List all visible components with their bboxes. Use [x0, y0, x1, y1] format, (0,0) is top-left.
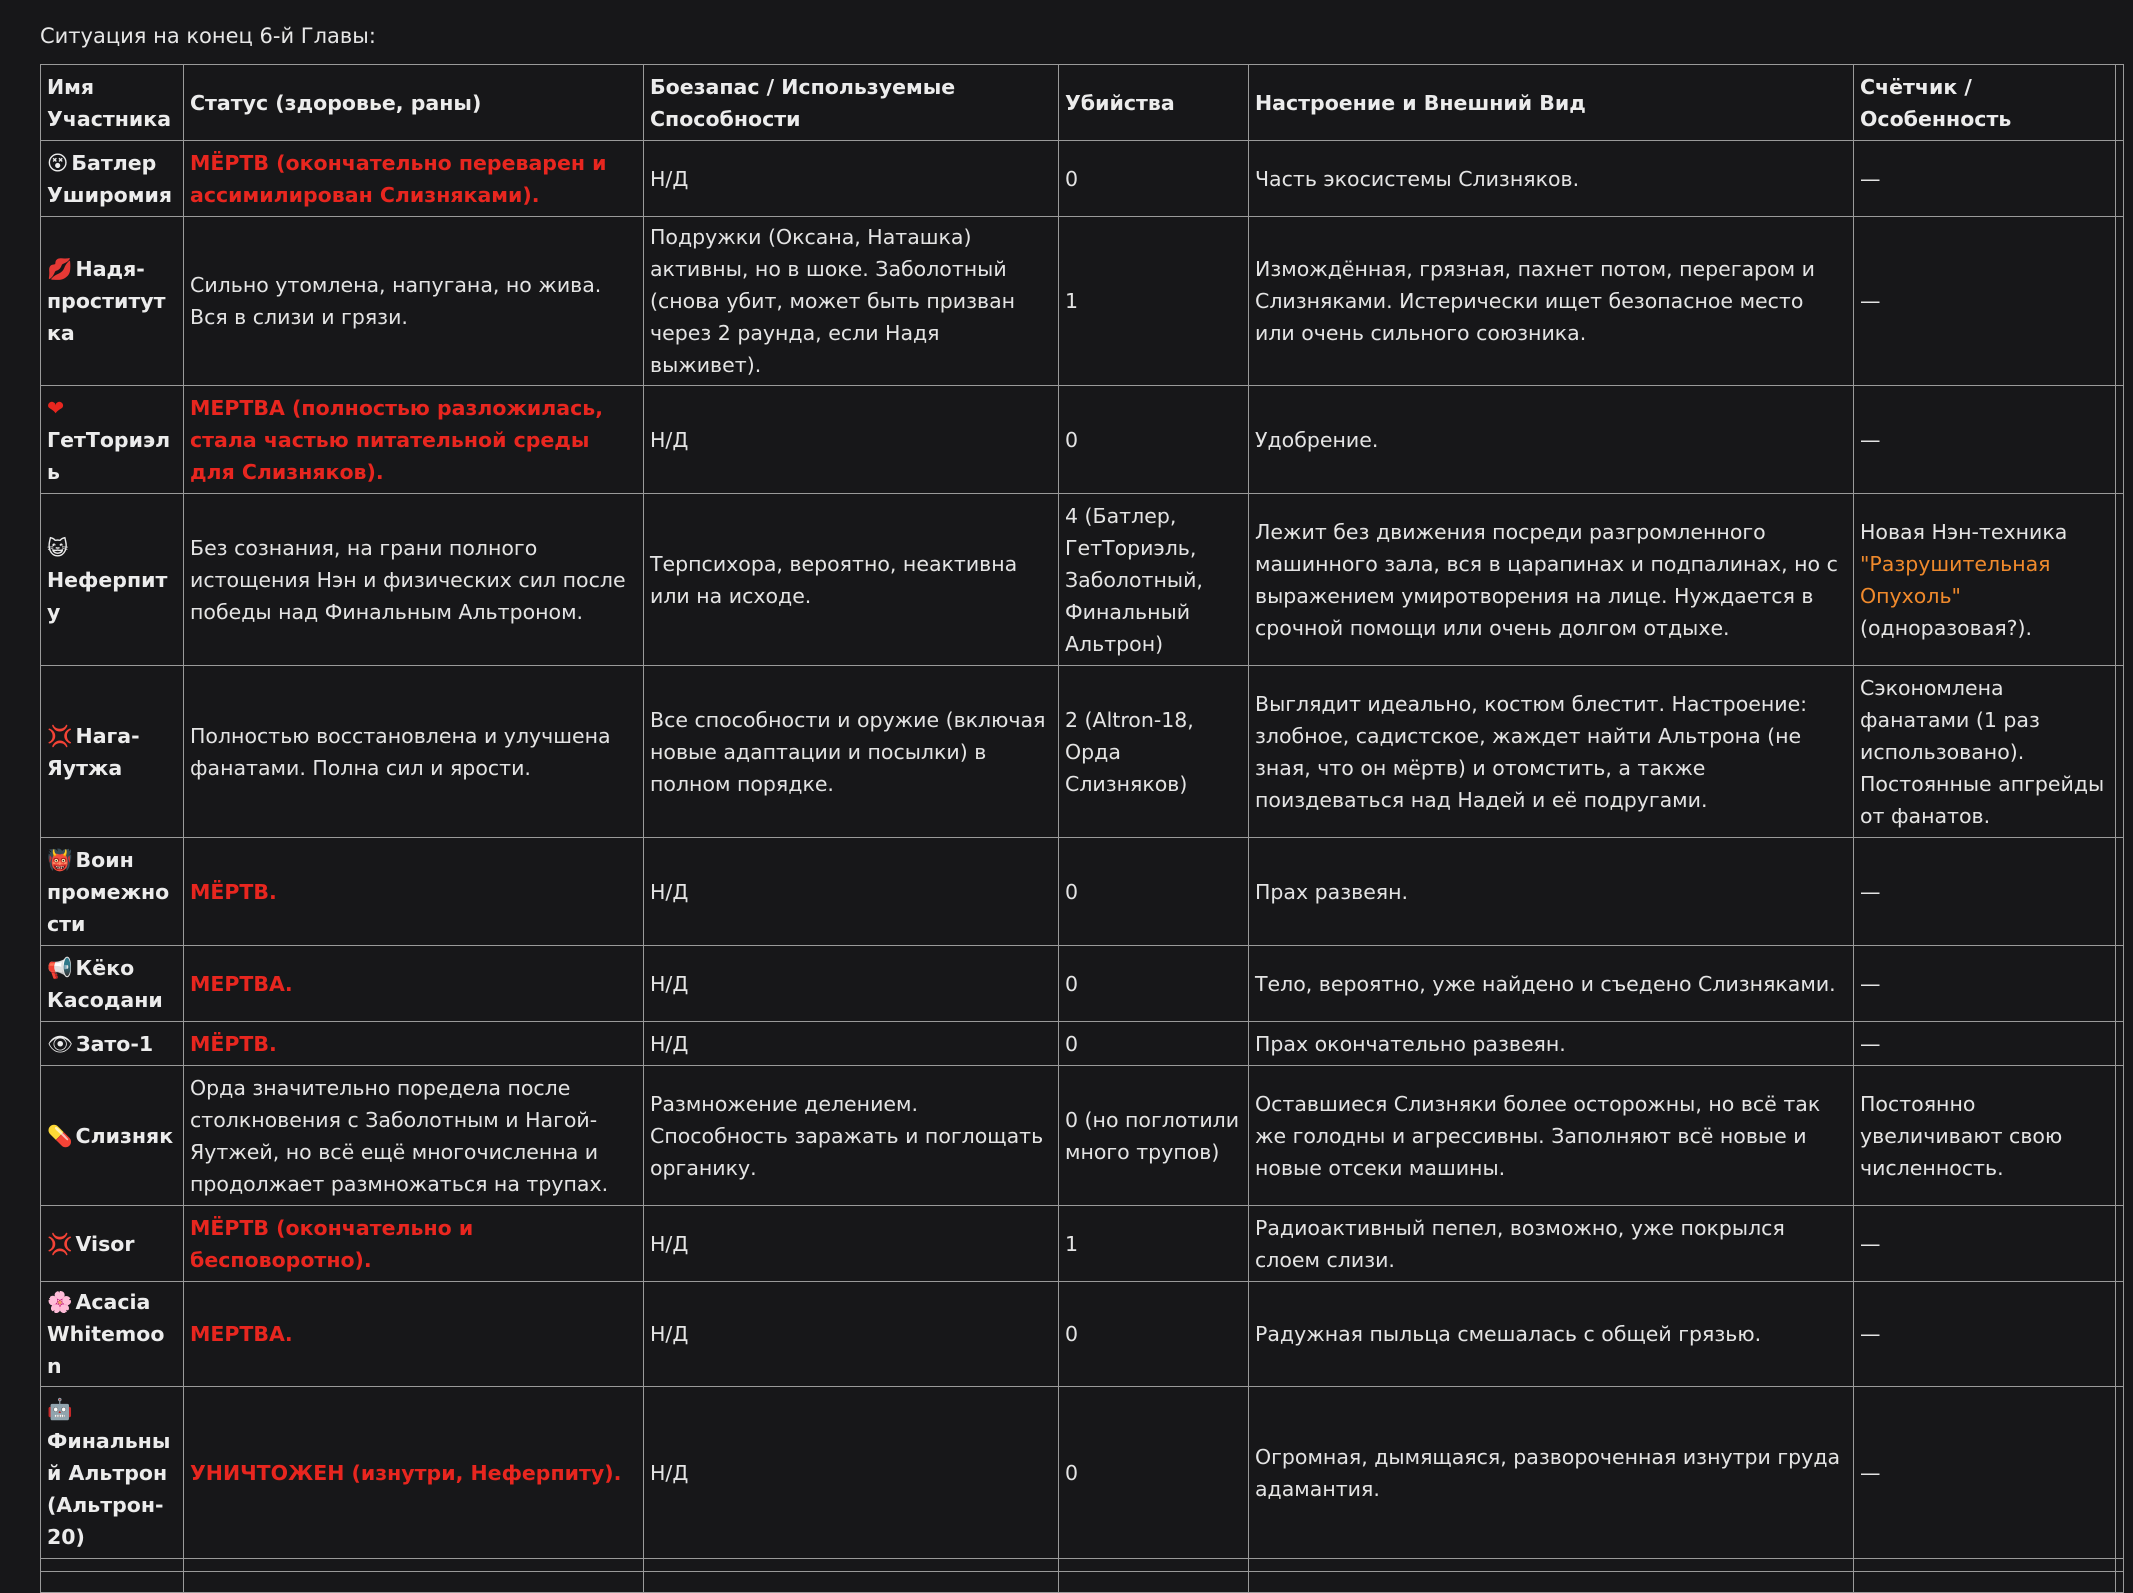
mood-cell: Измождённая, грязная, пахнет потом, перегаром и Слизняками. Истерически ищет безопасное место или очень сильного союзника.: [1249, 217, 1854, 386]
ammo-cell: Н/Д: [644, 141, 1059, 217]
status-text: МЁРТВ (окончательно и бесповоротно).: [190, 1215, 474, 1272]
status-text: МЕРТВА (полностью разложилась, стала частью питательной среды для Слизняков).: [190, 395, 604, 484]
empty-row: [41, 1559, 2124, 1572]
kills-cell: 0: [1059, 838, 1249, 946]
kills-cell: 4 (Батлер, ГетТориэль, Заболотный, Финальный Альтрон): [1059, 494, 1249, 666]
counter-cell: [1854, 494, 2116, 666]
table-row: [41, 666, 2124, 838]
mood-cell: Радиоактивный пепел, возможно, уже покрылся слоем слизи.: [1249, 1206, 1854, 1282]
robot-icon: 🤖: [47, 1396, 73, 1421]
kills-cell: 1: [1059, 217, 1249, 386]
status-text: МЕРТВА.: [190, 1322, 293, 1346]
spacer-cell: [2116, 946, 2124, 1022]
loudspeaker-icon: 📢: [47, 955, 73, 980]
participant-name-cell: [41, 1387, 184, 1559]
participant-name-cell: [41, 494, 184, 666]
participant-name-cell: [41, 1282, 184, 1387]
participant-name: Слизняк: [75, 1123, 174, 1148]
ammo-cell: Н/Д: [644, 946, 1059, 1022]
nen-technique-name: "Разрушительная Опухоль": [1860, 551, 2051, 608]
heart-icon: ❤: [47, 395, 65, 420]
counter-cell: —: [1854, 946, 2116, 1022]
header-kills: Убийства: [1059, 65, 1249, 141]
mood-cell: Оставшиеся Слизняки более осторожны, но всё так же голодны и агрессивны. Заполняют всё новые и новые отсеки машины.: [1249, 1066, 1854, 1206]
participant-name-cell: [41, 838, 184, 946]
table-row: [41, 1387, 2124, 1559]
kills-cell: 0: [1059, 946, 1249, 1022]
mood-cell: Выглядит идеально, костюм блестит. Настроение: злобное, садистское, жаждет найти Альтрона (не зная, что он мёртв) и отомстить, а также поиздеваться над Надей и её подругами.: [1249, 666, 1854, 838]
participant-name: Visor: [75, 1231, 135, 1256]
status-cell: [184, 1022, 644, 1066]
mood-cell: Тело, вероятно, уже найдено и съедено Слизняками.: [1249, 946, 1854, 1022]
kills-cell: 0: [1059, 1022, 1249, 1066]
mood-cell: Удобрение.: [1249, 386, 1854, 494]
page-caption: Ситуация на конец 6-й Главы:: [40, 24, 376, 48]
counter-cell: Сэкономлена фанатами (1 раз использовано). Постоянные апгрейды от фанатов.: [1854, 666, 2116, 838]
counter-suffix: (одноразовая?).: [1860, 615, 2033, 640]
spacer-cell: [2116, 1206, 2124, 1282]
status-text: МЁРТВ (окончательно переварен и ассимилирован Слизняками).: [190, 150, 607, 207]
mood-cell: Лежит без движения посреди разгромленного машинного зала, вся в царапинах и подпалинах, но с выражением умиротворения на лице. Нуждается в срочной помощи или очень долгом отдыхе.: [1249, 494, 1854, 666]
ammo-cell: Н/Д: [644, 1022, 1059, 1066]
header-status: Статус (здоровье, раны): [184, 65, 644, 141]
mood-cell: Прах развеян.: [1249, 838, 1854, 946]
spacer-cell: [2116, 217, 2124, 386]
participant-name-cell: [41, 1022, 184, 1066]
header-spacer: [2116, 65, 2124, 141]
ammo-cell: Н/Д: [644, 1206, 1059, 1282]
spacer-cell: [2116, 1282, 2124, 1387]
counter-cell: —: [1854, 386, 2116, 494]
counter-cell: —: [1854, 1282, 2116, 1387]
table-row: [41, 838, 2124, 946]
ammo-cell: Подружки (Оксана, Наташка) активны, но в шоке. Заболотный (снова убит, может быть призван через 2 раунда, если Надя выживет).: [644, 217, 1059, 386]
kills-cell: 0 (но поглотили много трупов): [1059, 1066, 1249, 1206]
table-row: [41, 1206, 2124, 1282]
spacer-cell: [2116, 1387, 2124, 1559]
status-cell: [184, 1387, 644, 1559]
ogre-icon: 👹: [47, 847, 73, 872]
participants-table: [40, 64, 2124, 1593]
header-ammo: Боезапас / Используемые Способности: [644, 65, 1059, 141]
counter-cell: —: [1854, 217, 2116, 386]
status-cell: Орда значительно поредела после столкновения с Заболотным и Нагой-Яутжей, но всё ещё многочисленна и продолжает размножаться на трупах.: [184, 1066, 644, 1206]
status-cell: [184, 1282, 644, 1387]
participant-name-cell: [41, 1066, 184, 1206]
lips-icon: 💋: [47, 257, 73, 281]
ammo-cell: Все способности и оружие (включая новые адаптации и посылки) в полном порядке.: [644, 666, 1059, 838]
ammo-cell: Терпсихора, вероятно, неактивна или на исходе.: [644, 494, 1059, 666]
spacer-cell: [2116, 666, 2124, 838]
participant-name: Зато-1: [76, 1031, 154, 1056]
page: [40, 16, 2133, 1593]
spacer-cell: [2116, 1022, 2124, 1066]
ammo-cell: Размножение делением. Способность заражать и поглощать органику.: [644, 1066, 1059, 1206]
table-row: [41, 217, 2124, 386]
status-text: МЁРТВ.: [190, 1031, 277, 1056]
kills-cell: 0: [1059, 1282, 1249, 1387]
participant-name: Acacia Whitemoon: [47, 1290, 165, 1378]
anger-symbol-icon: 💢: [47, 1231, 73, 1256]
participant-name: ГетТориэль: [47, 427, 171, 484]
table-row: [41, 1066, 2124, 1206]
empty-row: [41, 1572, 2124, 1593]
participant-name-cell: [41, 946, 184, 1022]
kills-cell: 0: [1059, 1387, 1249, 1559]
mood-cell: Прах окончательно развеян.: [1249, 1022, 1854, 1066]
participant-name: Надя-проститутка: [47, 257, 166, 345]
status-cell: [184, 386, 644, 494]
ammo-cell: Н/Д: [644, 1282, 1059, 1387]
table-row: [41, 1022, 2124, 1066]
mood-cell: Огромная, дымящаяся, развороченная изнутри груда адамантия.: [1249, 1387, 1854, 1559]
table-header-row: [41, 65, 2124, 141]
spacer-cell: [2116, 141, 2124, 217]
status-cell: [184, 838, 644, 946]
cherry-blossom-icon: 🌸: [47, 1290, 73, 1314]
counter-cell: —: [1854, 838, 2116, 946]
participant-name: Финальный Альтрон (Альтрон-20): [47, 1428, 171, 1549]
kills-cell: 0: [1059, 386, 1249, 494]
pill-icon: 💊: [47, 1123, 73, 1148]
status-text: УНИЧТОЖЕН (изнутри, Неферпиту).: [190, 1460, 622, 1485]
participant-name: Нага-Яутжа: [47, 723, 140, 780]
header-counter: Счётчик / Особенность: [1854, 65, 2116, 141]
participant-name-cell: [41, 666, 184, 838]
table-row: [41, 386, 2124, 494]
kills-cell: 0: [1059, 141, 1249, 217]
cat-face-icon: 😺: [47, 535, 69, 560]
counter-cell: —: [1854, 1022, 2116, 1066]
participant-name-cell: [41, 217, 184, 386]
spacer-cell: [2116, 386, 2124, 494]
status-cell: Полностью восстановлена и улучшена фанатами. Полна сил и ярости.: [184, 666, 644, 838]
participant-name-cell: [41, 386, 184, 494]
status-cell: [184, 946, 644, 1022]
header-mood: Настроение и Внешний Вид: [1249, 65, 1854, 141]
kills-cell: 2 (Altron-18, Орда Слизняков): [1059, 666, 1249, 838]
status-cell: Сильно утомлена, напугана, но жива. Вся в слизи и грязи.: [184, 217, 644, 386]
status-cell: [184, 141, 644, 217]
spacer-cell: [2116, 494, 2124, 666]
anger-symbol-icon: 💢: [47, 723, 73, 748]
table-row: [41, 946, 2124, 1022]
participant-name: Неферпиту: [47, 567, 168, 624]
participant-name: Воин промежности: [47, 847, 170, 936]
mood-cell: Часть экосистемы Слизняков.: [1249, 141, 1854, 217]
table-row: [41, 1282, 2124, 1387]
counter-prefix: Новая Нэн-техника: [1860, 519, 2068, 544]
spacer-cell: [2116, 838, 2124, 946]
dizzy-face-icon: 😵: [47, 150, 69, 175]
table-row: [41, 141, 2124, 217]
status-cell: Без сознания, на грани полного истощения Нэн и физических сил после победы над Финальным Альтроном.: [184, 494, 644, 666]
counter-cell: —: [1854, 1387, 2116, 1559]
counter-cell: Постоянно увеличивают свою численность.: [1854, 1066, 2116, 1206]
ammo-cell: Н/Д: [644, 838, 1059, 946]
mood-cell: Радужная пыльца смешалась с общей грязью.: [1249, 1282, 1854, 1387]
counter-cell: —: [1854, 141, 2116, 217]
participant-name: Кёко Касодани: [47, 955, 163, 1012]
eye-icon: 👁: [47, 1031, 74, 1056]
ammo-cell: Н/Д: [644, 1387, 1059, 1559]
status-text: МЕРТВА.: [190, 971, 293, 996]
table-row: [41, 494, 2124, 666]
header-name: Имя Участника: [41, 65, 184, 141]
counter-cell: —: [1854, 1206, 2116, 1282]
participant-name-cell: [41, 1206, 184, 1282]
ammo-cell: Н/Д: [644, 386, 1059, 494]
status-cell: [184, 1206, 644, 1282]
participant-name: Батлер Уширомия: [47, 150, 172, 207]
spacer-cell: [2116, 1066, 2124, 1206]
kills-cell: 1: [1059, 1206, 1249, 1282]
status-text: МЁРТВ.: [190, 879, 277, 904]
participant-name-cell: [41, 141, 184, 217]
